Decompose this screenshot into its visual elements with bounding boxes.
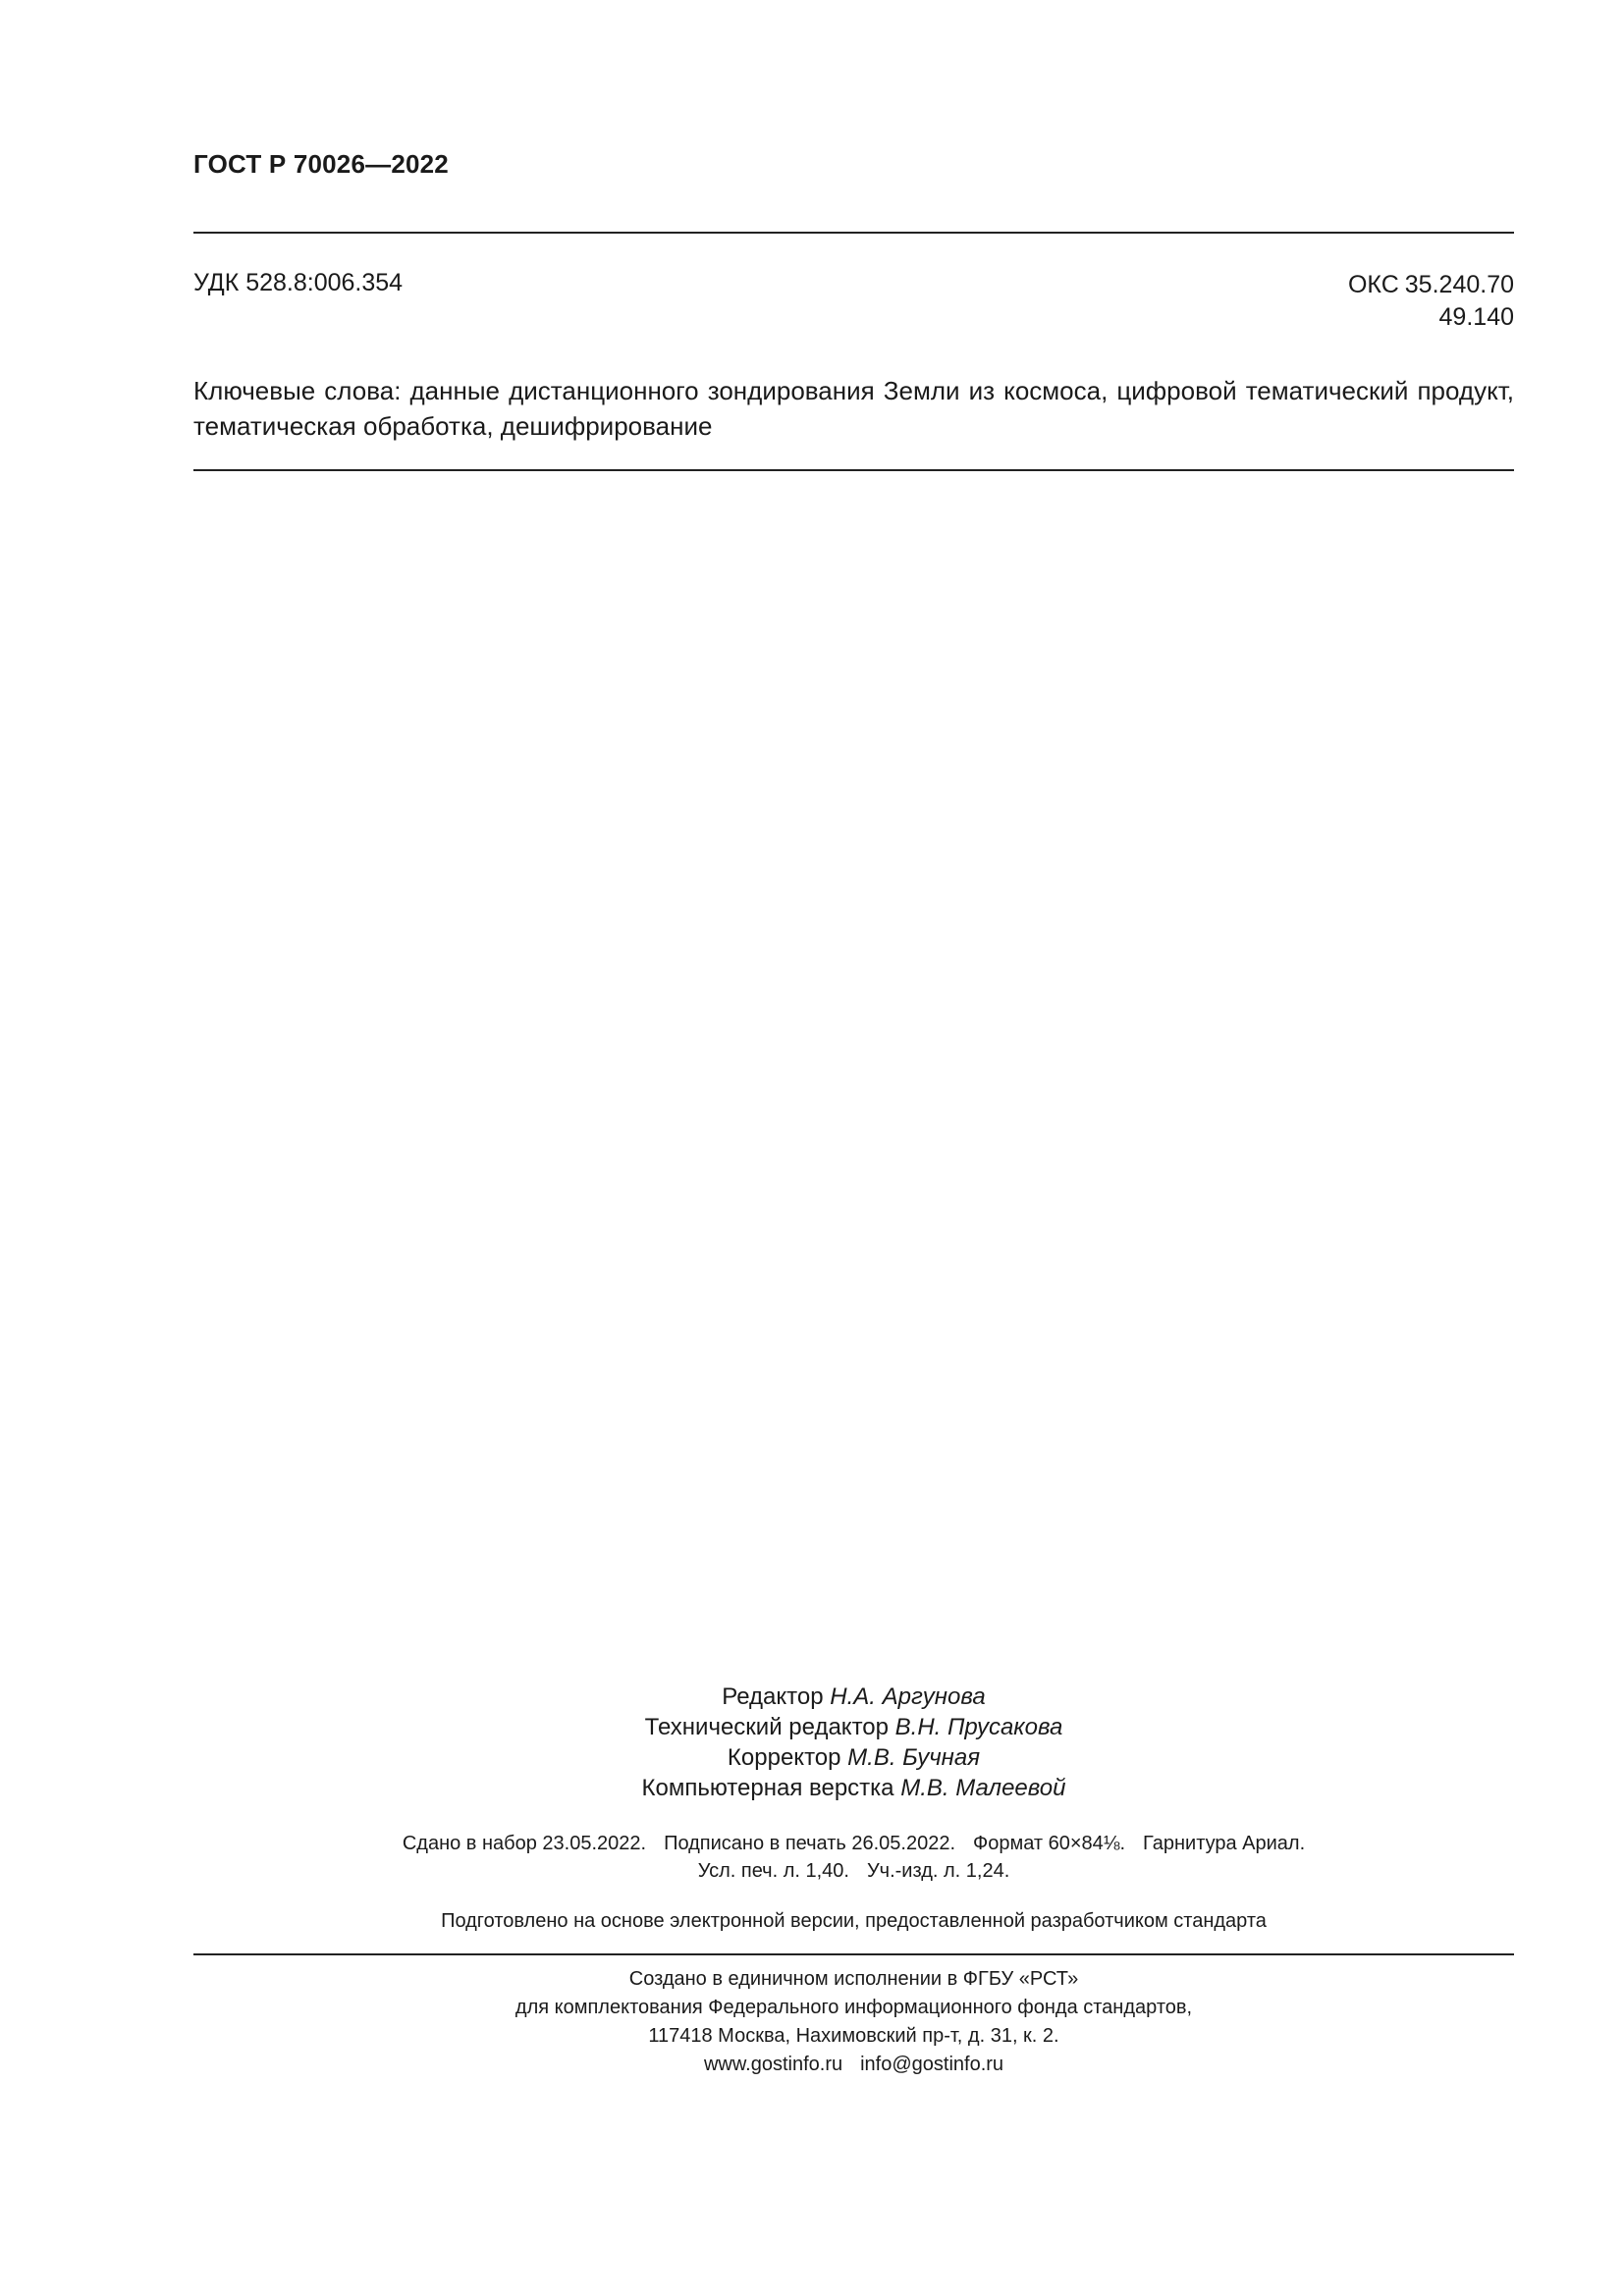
publisher-address: 117418 Москва, Нахимовский пр-т, д. 31, к. 2. [648,2025,1059,2047]
credit-line [193,1773,1514,1803]
publisher-contacts [193,2051,1514,2079]
keywords-paragraph: Ключевые слова: данные дистанционного зондирования Земли из космоса, цифровой тематический продукт, тематическая обработка, дешифрирование [193,376,1514,441]
credit-role: Корректор [727,1744,841,1771]
oks-label: ОКС [1347,271,1399,298]
email-link[interactable]: info@gostinfo.ru [860,2054,1004,2075]
publisher-line: Создано в единичном исполнении в ФГБУ «РСТ» [628,1968,1079,1990]
bottom-divider [193,1953,1514,1955]
credit-role: Технический редактор [644,1714,889,1740]
paper-format: Формат 60×84⅛. [973,1833,1126,1854]
credit-name: Н.А. Аргунова [830,1683,986,1710]
print-info-line-2 [193,1857,1514,1885]
publisher-block [193,1965,1514,2079]
credit-name: М.В. Малеевой [900,1775,1066,1801]
credit-name: М.В. Бучная [847,1744,981,1771]
edition-sheets: Уч.-изд. л. 1,24. [866,1860,1010,1882]
publisher-line: для комплектования Федерального информационного фонда стандартов, [514,1997,1193,2018]
top-divider [193,232,1514,234]
udk-code: УДК 528.8:006.354 [193,269,404,296]
print-info-line-1 [193,1830,1514,1857]
submitted-date: Сдано в набор 23.05.2022. [402,1833,647,1854]
oks-code: 35.240.70 [1404,271,1514,298]
credit-role: Редактор [722,1683,824,1710]
document-code: ГОСТ Р 70026—2022 [193,149,449,179]
oks-classification [1348,269,1514,334]
prepared-note: Подготовлено на основе электронной версии, предоставленной разработчиком стандарта [441,1910,1267,1932]
credit-role: Компьютерная верстка [641,1775,894,1801]
credit-name: В.Н. Прусакова [894,1714,1063,1740]
typeface: Гарнитура Ариал. [1143,1833,1306,1854]
credit-line [193,1682,1514,1712]
signed-date: Подписано в печать 26.05.2022. [664,1833,956,1854]
print-info [193,1830,1514,1885]
print-sheets: Усл. печ. л. 1,40. [697,1860,849,1882]
credit-line [193,1712,1514,1742]
credits-block [193,1682,1514,1803]
oks-code: 49.140 [1438,303,1514,331]
keywords-divider [193,469,1514,471]
website-link[interactable]: www.gostinfo.ru [703,2054,843,2075]
credit-line [193,1742,1514,1773]
